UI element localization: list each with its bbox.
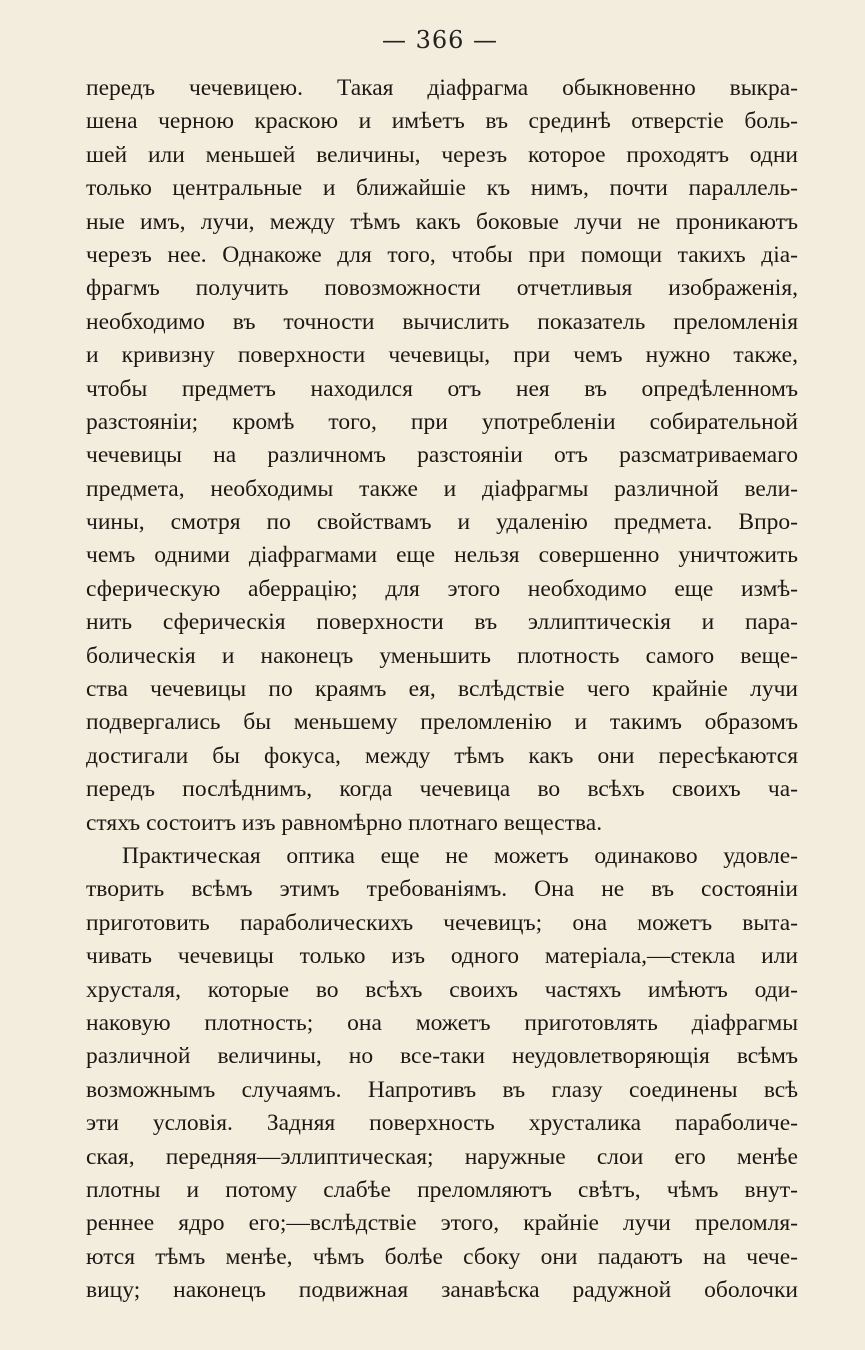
text-line: необходимо въ точности вычислить показатель преломленія	[86, 308, 798, 335]
page-number: — 366 —	[381, 26, 499, 54]
text-line: чтобы предметъ находился отъ нея въ опредѣленномъ	[86, 375, 798, 402]
text-line: достигали бы фокуса, между тѣмъ какъ они пересѣкаются	[86, 742, 798, 769]
paragraph	[86, 840, 798, 1307]
text-line: и кривизну поверхности чечевицы, при чемъ нужно также,	[86, 342, 798, 369]
body-text	[86, 72, 798, 1307]
paragraph	[86, 72, 798, 840]
text-line: Практическая оптика еще не можетъ одинаково удовле-	[122, 842, 798, 869]
text-line: передъ чечевицею. Такая діафрагма обыкновенно выкра-	[86, 75, 798, 101]
text-line: чемъ одними діафрагмами еще нельзя совершенно уничтожить	[86, 542, 798, 569]
text-line: наковую плотность; она можетъ приготовлять діафрагмы	[86, 1009, 798, 1036]
text-line: фрагмъ получить повозможности отчетливыя изображенія,	[86, 275, 798, 302]
text-line: вицу; наконецъ подвижная занавѣска радужной оболочки	[86, 1277, 798, 1304]
text-line: хрусталя, которые во всѣхъ своихъ частяхъ имѣютъ оди-	[86, 976, 798, 1003]
text-line: черезъ нее. Однакоже для того, чтобы при помощи такихъ діа-	[86, 241, 798, 268]
text-line: приготовить параболическихъ чечевицъ; она можетъ выта-	[86, 909, 798, 936]
text-line: ются тѣмъ менѣе, чѣмъ болѣе сбоку они падаютъ на чече-	[86, 1243, 798, 1270]
text-line: чечевицы на различномъ разстояніи отъ разсматриваемаго	[86, 442, 798, 469]
text-line: эти условія. Задняя поверхность хрусталика параболиче-	[86, 1110, 798, 1137]
text-line: разстояніи; кромѣ того, при употребленіи собирательной	[86, 408, 798, 435]
text-line: возможнымъ случаямъ. Напротивъ въ глазу соединены всѣ	[86, 1076, 798, 1103]
text-line: чины, смотря по свойствамъ и удаленію предмета. Впро-	[86, 509, 798, 536]
text-line: различной величины, но все-таки неудовлетворяющія всѣмъ	[86, 1043, 798, 1070]
text-line: шена черною краскою и имѣетъ въ срединѣ отверстіе боль-	[86, 108, 798, 135]
text-line: нить сферическія поверхности въ эллиптическія и пара-	[86, 609, 798, 636]
text-line: ства чечевицы по краямъ ея, вслѣдствіе чего крайніе лучи	[86, 676, 798, 703]
text-line: реннее ядро его;—вслѣдствіе этого, крайніе лучи преломля-	[86, 1210, 798, 1237]
text-line: передъ послѣднимъ, когда чечевица во всѣхъ своихъ ча-	[86, 776, 798, 803]
text-line: стяхъ состоитъ изъ равномѣрно плотнаго вещества.	[86, 809, 603, 836]
text-line: ные имъ, лучи, между тѣмъ какъ боковые лучи не проникаютъ	[86, 208, 798, 235]
text-line: подвергались бы меньшему преломленію и такимъ образомъ	[86, 709, 798, 736]
text-line: плотны и потому слабѣе преломляютъ свѣтъ, чѣмъ внут-	[86, 1176, 798, 1203]
text-line: только центральные и ближайшіе къ нимъ, почти параллель-	[86, 175, 798, 202]
text-line: сферическую аберрацію; для этого необходимо еще измѣ-	[86, 575, 798, 602]
text-line: ская, передняя—эллиптическая; наружные слои его менѣе	[86, 1143, 798, 1170]
text-line: шей или меньшей величины, черезъ которое проходятъ одни	[86, 141, 798, 168]
text-line: предмета, необходимы также и діафрагмы различной вели-	[86, 475, 798, 502]
text-line: чивать чечевицы только изъ одного матеріала,—стекла или	[86, 943, 798, 970]
text-line: болическія и наконецъ уменьшить плотность самого веще-	[86, 642, 798, 669]
text-line: творить всѣмъ этимъ требованіямъ. Она не въ состояніи	[86, 876, 798, 903]
